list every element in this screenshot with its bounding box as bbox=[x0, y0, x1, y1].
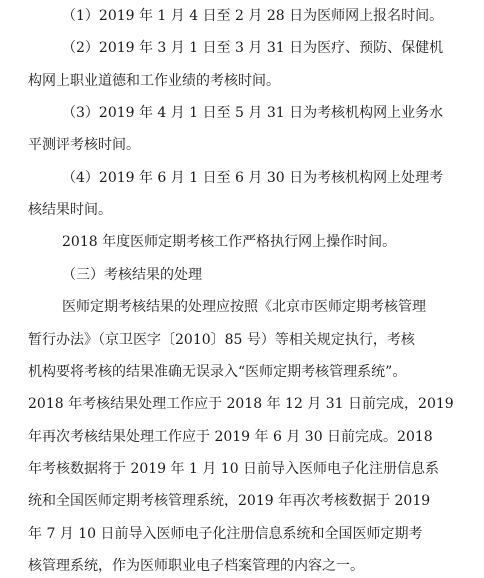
paragraph-line-17: 年 7 月 10 日前导入医师电子化注册信息系统和全国医师定期考 bbox=[28, 526, 423, 542]
section-heading: （三）考核结果的处理 bbox=[62, 267, 202, 283]
paragraph-line-16: 统和全国医师定期考核管理系统，2019 年再次考核数据于 2019 bbox=[28, 493, 431, 509]
paragraph-line-18: 核管理系统，作为医师职业电子档案管理的内容之一。 bbox=[28, 558, 364, 574]
paragraph-line-8: 2018 年度医师定期考核工作严格执行网上操作时间。 bbox=[62, 234, 397, 250]
paragraph-line-5: 平测评考核时间。 bbox=[28, 137, 140, 153]
paragraph-line-10: 医师定期考核结果的处理应按照《北京市医师定期考核管理 bbox=[62, 299, 426, 315]
paragraph-line-3: 构网上职业道德和工作业绩的考核时间。 bbox=[28, 73, 280, 89]
paragraph-line-1: （1）2019 年 1 月 4 日至 2 月 28 日为医师网上报名时间。 bbox=[62, 8, 444, 24]
paragraph-line-2: （2）2019 年 3 月 1 日至 3 月 31 日为医疗、预防、保健机 bbox=[62, 40, 444, 56]
paragraph-line-6: （4）2019 年 6 月 1 日至 6 月 30 日为考核机构网上处理考 bbox=[62, 170, 444, 186]
paragraph-line-7: 核结果时间。 bbox=[28, 202, 112, 218]
paragraph-line-13: 2018 年考核结果处理工作应于 2018 年 12 月 31 日前完成，2019 bbox=[28, 396, 454, 412]
paragraph-line-14: 年再次考核结果处理工作应于 2019 年 6 月 30 日前完成。2018 bbox=[28, 429, 433, 445]
paragraph-line-4: （3）2019 年 4 月 1 日至 5 月 31 日为考核机构网上业务水 bbox=[62, 105, 444, 121]
paragraph-line-11: 暂行办法》（京卫医字〔2010〕85 号）等相关规定执行，考核 bbox=[28, 332, 415, 348]
paragraph-line-15: 年考核数据将于 2019 年 1 月 10 日前导入医师电子化注册信息系 bbox=[28, 461, 440, 477]
paragraph-line-12: 机构要将考核的结果准确无误录入“医师定期考核管理系统”。 bbox=[28, 364, 407, 380]
